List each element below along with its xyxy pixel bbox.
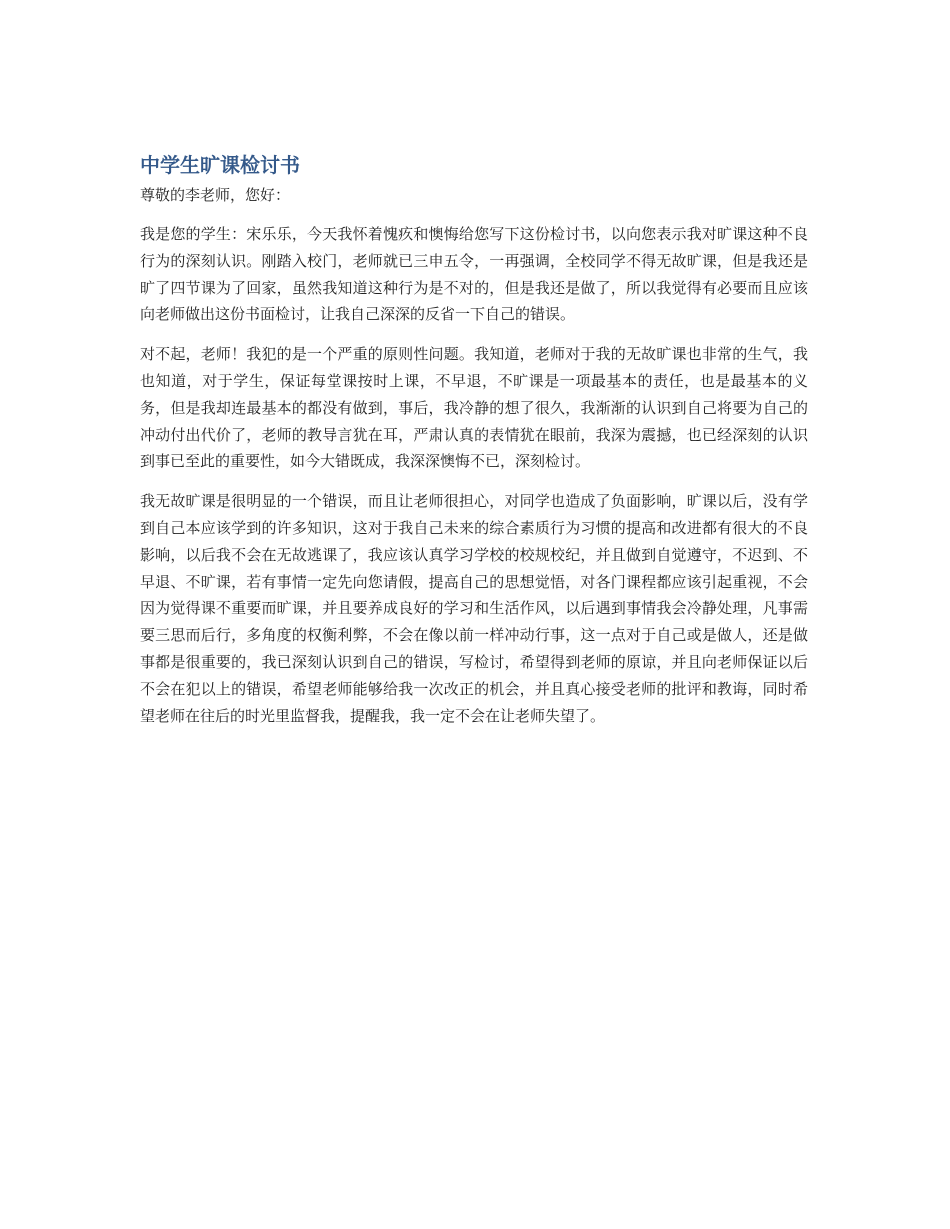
document-body bbox=[140, 150, 808, 729]
paragraph-2: 对不起，老师！我犯的是一个严重的原则性问题。我知道，老师对于我的无故旷课也非常的生气，我也知道，对于学生，保证每堂课按时上课，不早退，不旷课是一项最基本的责任，也是最基本的义务，但是我却连最基本的都没有做到，事后，我冷静的想了很久，我渐渐的认识到自己将要为自己的冲动付出代价了，老师的教导言犹在耳，严肃认真的表情犹在眼前，我深为震撼，也已经深刻的认识到事已至此的重要性，如今大错既成，我深深懊悔不已，深刻检讨。 bbox=[140, 345, 808, 471]
document-title: 中学生旷课检讨书 bbox=[140, 153, 300, 177]
paragraph-3: 我无故旷课是很明显的一个错误，而且让老师很担心，对同学也造成了负面影响，旷课以后，没有学到自己本应该学到的许多知识，这对于我自己未来的综合素质行为习惯的提高和改进都有很大的不良影响，以后我不会在无故逃课了，我应该认真学习学校的校规校纪，并且做到自觉遵守，不迟到、不早退、不旷课，若有事情一定先向您请假，提高自己的思想觉悟，对各门课程都应该引起重视，不会因为觉得课不重要而旷课，并且要养成良好的学习和生活作风，以后遇到事情我会冷静处理，凡事需要三思而后行，多角度的权衡利弊，不会在像以前一样冲动行事，这一点对于自己或是做人，还是做事都是很重要的，我已深刻认识到自己的错误，写检讨，希望得到老师的原谅，并且向老师保证以后不会在犯以上的错误，希望老师能够给我一次改正的机会，并且真心接受老师的批评和教诲，同时希望老师在往后的时光里监督我，提醒我，我一定不会在让老师失望了。 bbox=[140, 492, 808, 725]
paragraph-1: 我是您的学生：宋乐乐，今天我怀着愧疚和懊悔给您写下这份检讨书，以向您表示我对旷课这种不良行为的深刻认识。刚踏入校门，老师就已三申五令，一再强调，全校同学不得无故旷课，但是我还是旷了四节课为了回家，虽然我知道这种行为是不对的，但是我还是做了，所以我觉得有必要而且应该向老师做出这份书面检讨，让我自己深深的反省一下自己的错误。 bbox=[140, 225, 808, 324]
salutation: 尊敬的李老师，您好： bbox=[140, 186, 291, 204]
